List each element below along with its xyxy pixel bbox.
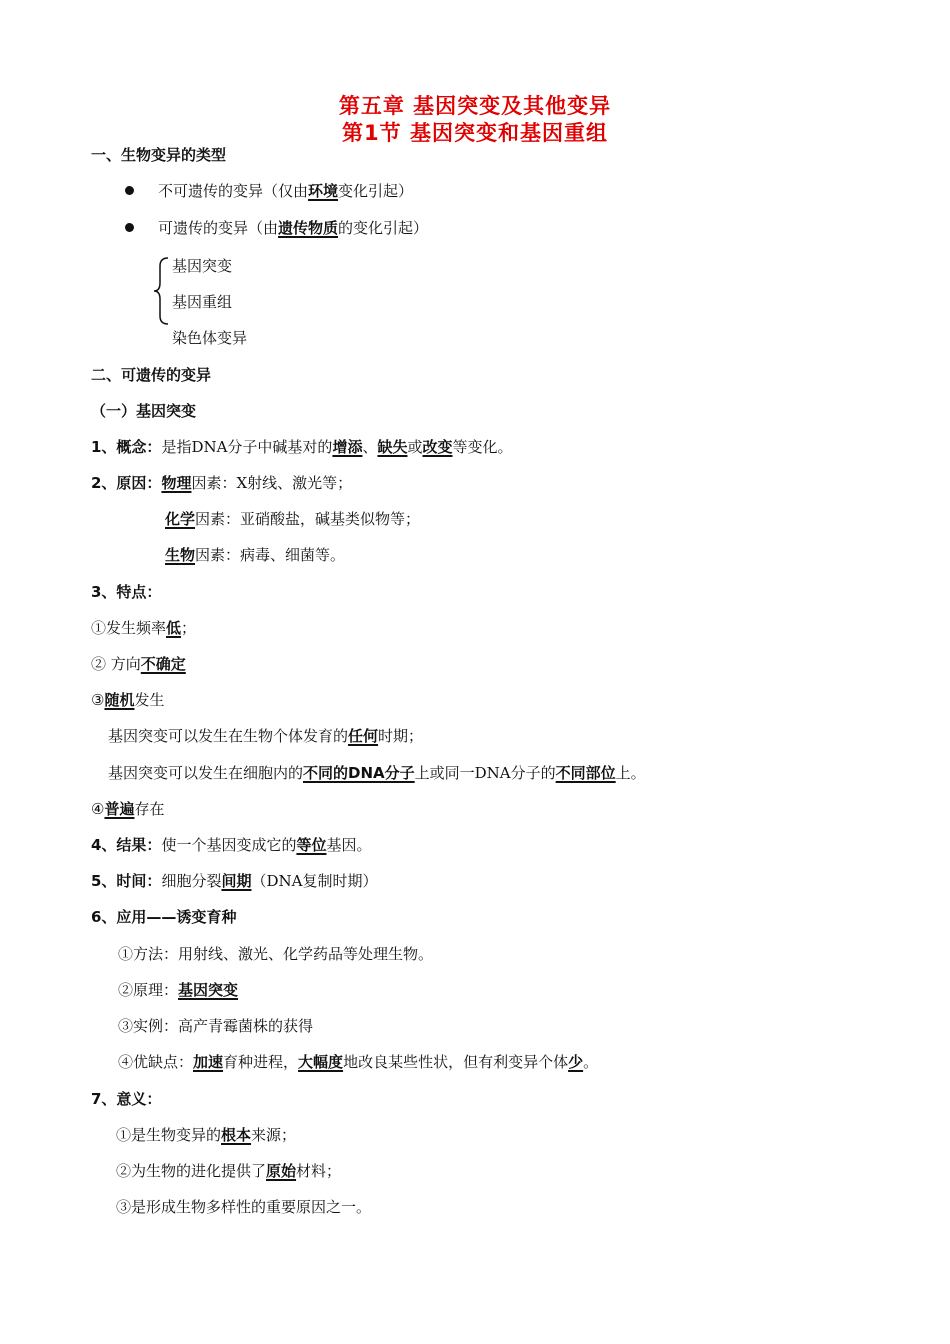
feature-low-frequency: ①发生频率低； (91, 619, 197, 637)
application-principle: ②原理：基因突变 (118, 981, 239, 999)
part1-heading: 一、生物变异的类型 (91, 146, 227, 164)
application-proscons: ④优缺点：加速育种进程，大幅度地改良某些性状，但有利变异个体少。 (118, 1053, 599, 1071)
bullet-non-heritable: 不可遗传的变异（仅由环境变化引起） (158, 182, 414, 200)
feature-undirected: ② 方向不确定 (91, 655, 186, 673)
cause-chemical: 化学因素：亚硝酸盐，碱基类似物等； (165, 510, 421, 528)
bullet-dot (125, 186, 134, 195)
feature-universal: ④普遍存在 (91, 800, 165, 818)
application-label: 6、应用——诱变育种 (91, 908, 237, 926)
part2-subheading: （一）基因突变 (91, 402, 197, 420)
result-line: 4、结果：使一个基因变成它的等位基因。 (91, 836, 372, 854)
application-example: ③实例：高产青霉菌株的获得 (118, 1017, 314, 1035)
features-label: 3、特点： (91, 583, 162, 601)
significance-label: 7、意义： (91, 1090, 162, 1108)
part2-heading: 二、可遗传的变异 (91, 366, 212, 384)
significance-diversity: ③是形成生物多样性的重要原因之一。 (116, 1198, 372, 1216)
brace-icon (152, 256, 172, 326)
feature-random-time: 基因突变可以发生在生物个体发育的任何时期； (108, 727, 424, 745)
subtype-gene-mutation: 基因突变 (172, 257, 233, 275)
bullet-dot (125, 223, 134, 232)
significance-root-source: ①是生物变异的根本来源； (116, 1126, 297, 1144)
feature-random-location: 基因突变可以发生在细胞内的不同的DNA分子上或同一DNA分子的不同部位上。 (108, 764, 646, 782)
feature-random: ③随机发生 (91, 691, 165, 709)
application-method: ①方法：用射线、激光、化学药品等处理生物。 (118, 945, 434, 963)
subtype-gene-recombination: 基因重组 (172, 293, 233, 311)
concept-line: 1、概念：是指DNA分子中碱基对的增添、缺失或改变等变化。 (91, 438, 513, 456)
cause-biological: 生物因素：病毒、细菌等。 (165, 546, 346, 564)
subtype-chromosome-variation: 染色体变异 (172, 329, 248, 347)
section-title: 第1节 基因突变和基因重组 (342, 121, 608, 145)
time-line: 5、时间：细胞分裂间期（DNA复制时期） (91, 872, 378, 890)
significance-raw-material: ②为生物的进化提供了原始材料； (116, 1162, 342, 1180)
chapter-title: 第五章 基因突变及其他变异 (338, 94, 612, 118)
bullet-heritable: 可遗传的变异（由遗传物质的变化引起） (158, 219, 429, 237)
cause-physical: 2、原因：物理因素：X射线、激光等； (91, 474, 353, 492)
